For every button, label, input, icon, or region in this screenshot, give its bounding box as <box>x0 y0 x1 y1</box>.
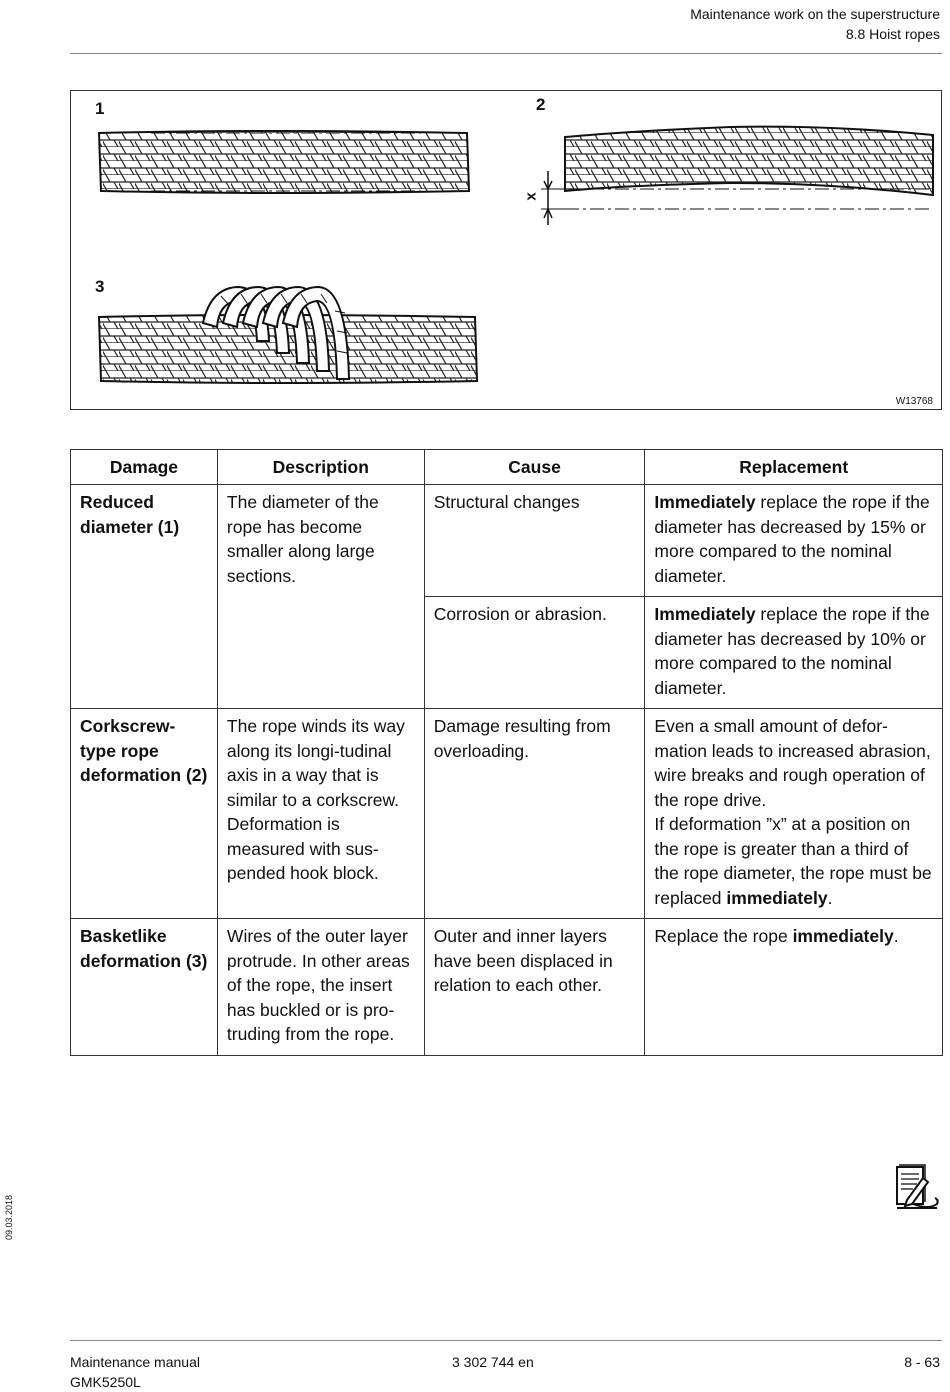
rope-damage-table <box>70 449 943 1056</box>
punctuation: . <box>827 887 833 908</box>
replacement-cell <box>645 919 943 1056</box>
note-pencil-icon <box>893 1164 941 1212</box>
section-title: 8.8 Hoist ropes <box>845 26 940 42</box>
replacement-text-2 <box>654 812 933 910</box>
description-cell: Wires of the outer layer protrude. In other areas of the rope, the insert has buckled or is pro-truding from the rope. <box>217 919 424 1056</box>
figure-label-1: 1 <box>95 99 105 118</box>
rope-corkscrew-deformation <box>541 127 933 225</box>
footer-left <box>70 1352 200 1392</box>
chapter-title: Maintenance work on the superstructure <box>690 6 940 22</box>
damage-cell: Reduced diameter (1) <box>71 485 218 709</box>
rope-reduced-diameter <box>99 131 469 193</box>
page-number: 8 - 63 <box>904 1354 940 1370</box>
emphasis: Immediately <box>654 604 756 624</box>
emphasis: immediately <box>726 887 828 908</box>
table-row <box>71 919 943 1056</box>
header-replacement: Replacement <box>645 450 943 485</box>
replacement-text: replace the rope if the diameter has decreased by 15% or more compared to the nominal diameter. <box>654 492 930 586</box>
header-damage: Damage <box>71 450 218 485</box>
replacement-cell <box>645 485 943 597</box>
figure-label-2: 2 <box>536 95 546 114</box>
header-rule <box>70 53 942 54</box>
damage-cell: Basketlike deformation (3) <box>71 919 218 1056</box>
cause-cell: Structural changes <box>424 485 645 597</box>
rope-illustrations <box>71 91 943 411</box>
table-row <box>71 709 943 919</box>
page-header <box>690 4 940 44</box>
replacement-text: replace the rope if the diameter has decreased by 10% or more compared to the nominal diameter. <box>654 604 930 698</box>
emphasis: Immediately <box>654 492 756 512</box>
table-row <box>71 485 943 597</box>
figure-label-3: 3 <box>95 277 105 296</box>
replacement-text: Even a small amount of defor-mation leads to increased abrasion, wire breaks and rough operation of the rope drive. <box>654 716 931 810</box>
rope-damage-figure <box>70 90 942 410</box>
replacement-text: If deformation ”x” at a position on the rope is greater than a third of the rope diameter, the rope must be replaced <box>654 814 932 908</box>
rope-basket-deformation <box>99 287 477 383</box>
figure-id: W13768 <box>895 396 933 407</box>
header-cause: Cause <box>424 450 645 485</box>
description-cell: The rope winds its way along its longi-tudinal axis in a way that is similar to a corkscrew. Deformation is measured with sus-pended hook block. <box>217 709 424 919</box>
replacement-cell <box>645 709 943 919</box>
doc-number: 3 302 744 en <box>452 1354 534 1370</box>
replacement-text: Replace the rope <box>654 926 793 946</box>
replacement-cell <box>645 597 943 709</box>
deformation-x-label: x <box>522 192 540 201</box>
table-header-row <box>71 450 943 485</box>
emphasis: immediately <box>792 926 894 946</box>
punctuation: . <box>893 926 899 946</box>
description-cell: The diameter of the rope has become smaller along large sections. <box>217 485 424 709</box>
header-description: Description <box>217 450 424 485</box>
model-name: GMK5250L <box>70 1374 141 1390</box>
manual-title: Maintenance manual <box>70 1354 200 1370</box>
side-date: 09.03.2018 <box>4 1194 14 1240</box>
damage-cell: Corkscrew-type rope deformation (2) <box>71 709 218 919</box>
cause-cell: Corrosion or abrasion. <box>424 597 645 709</box>
cause-cell: Outer and inner layers have been displaced in relation to each other. <box>424 919 645 1056</box>
footer-rule <box>70 1340 942 1341</box>
cause-cell: Damage resulting from overloading. <box>424 709 645 919</box>
